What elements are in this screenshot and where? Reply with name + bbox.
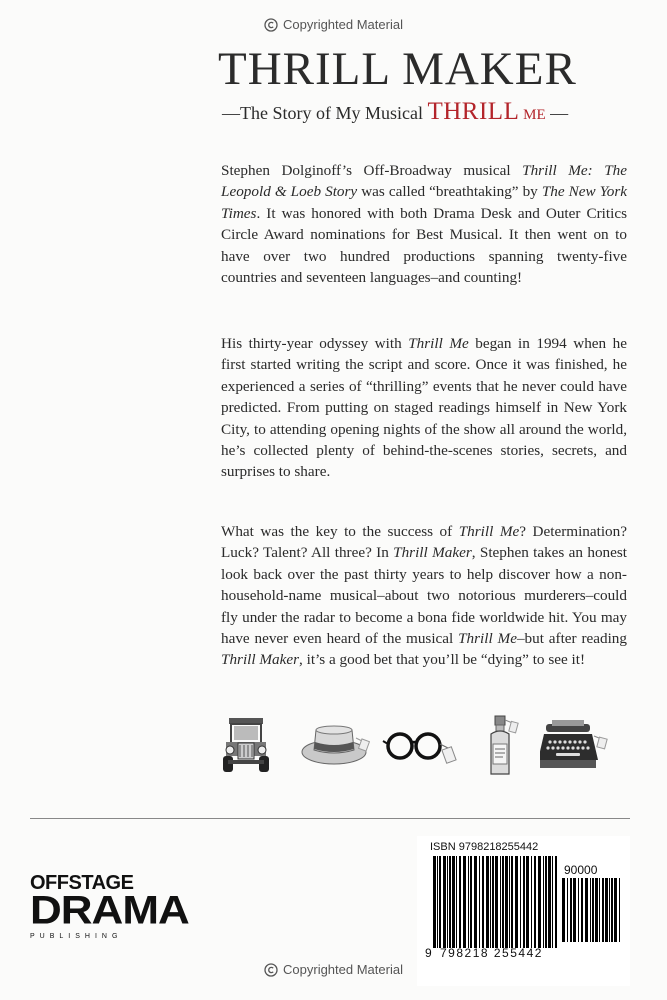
isbn-barcode <box>433 856 557 948</box>
barcode-bar <box>595 878 598 942</box>
text-run: began in 1994 when he first started writing the script and score. Once it was finished, he experienced a series of “thrilling” events that he never could have predicted. From putting on staged readings himself in New York City, to attending opening nights of the show all around the world, he’s collected plenty of behind-the-scenes stories, secrets, and surprises to share. <box>221 335 627 481</box>
barcode-bar <box>449 856 451 948</box>
barcode-bar <box>511 856 513 948</box>
barcode-bar <box>581 878 583 942</box>
barcode-digits: 798218 255442 <box>440 946 543 960</box>
barcode-bar <box>545 856 547 948</box>
barcode-bar <box>502 856 504 948</box>
italic-title-run: Thrill Me <box>458 630 517 648</box>
book-title: THRILL MAKER <box>218 43 577 95</box>
text-run: , Stephen takes an honest look back over the past thirty years to help discover how a non-household-name musical–about two notorious murderers–could fly under the radar to become a bona fide worldwide hit. You may have never even heard of the musical <box>221 544 627 648</box>
barcode-bar <box>463 856 466 948</box>
barcode-bar <box>543 856 544 948</box>
barcode-bar <box>452 856 455 948</box>
subtitle-prefix: —The Story of My Musical <box>222 103 428 123</box>
barcode-bar <box>611 878 613 942</box>
barcode-bar <box>619 878 620 942</box>
copyright-icon <box>264 18 278 32</box>
round-eyeglasses-icon <box>382 728 462 772</box>
text-run: What was the key to the success of <box>221 523 459 540</box>
barcode-bar <box>459 856 461 948</box>
barcode-bar <box>567 878 568 942</box>
barcode-bar <box>505 856 508 948</box>
italic-title-run: The New York Times <box>221 183 627 222</box>
book-subtitle <box>222 98 592 126</box>
chloroform-bottle-icon <box>483 714 519 778</box>
publisher-logo-line1: OFFSTAGE <box>30 872 134 894</box>
barcode-bar <box>578 878 579 942</box>
blurb-paragraph-1 <box>221 160 627 288</box>
barcode-bar <box>495 856 498 948</box>
blurb-paragraph-3 <box>221 521 627 671</box>
straw-boater-hat-icon <box>300 720 370 770</box>
barcode-bar <box>555 856 557 948</box>
barcode-bar <box>490 856 491 948</box>
barcode-bar <box>520 856 521 948</box>
barcode-bar <box>562 878 565 942</box>
barcode-bar <box>609 878 610 942</box>
barcode-bar <box>500 856 501 948</box>
barcode-bar <box>439 856 441 948</box>
price-addon-barcode <box>562 878 622 942</box>
publisher-logo-line2: DRAMA <box>30 888 189 933</box>
text-run: Stephen Dolginoff’s Off-Broadway musical <box>221 162 523 179</box>
barcode-bar <box>534 856 536 948</box>
text-run: , it’s a good bet that you’ll be “dying” to see it! <box>299 651 586 669</box>
barcode-bar <box>548 856 551 948</box>
price-code: 90000 <box>564 863 598 877</box>
text-run: –but after reading <box>516 630 627 648</box>
typewriter-icon <box>540 720 608 774</box>
barcode-first-digit: 9 <box>425 946 432 960</box>
copyright-text: Copyrighted Material <box>283 962 403 977</box>
barcode-bar <box>447 856 448 948</box>
barcode-bar <box>479 856 480 948</box>
italic-title-run: Thrill Maker <box>393 544 472 562</box>
subtitle-suffix: — <box>545 103 569 123</box>
copyright-watermark-top <box>0 17 667 32</box>
barcode-bar <box>486 856 489 948</box>
publisher-logo-line3: PUBLISHING <box>30 933 123 940</box>
copyright-icon <box>264 963 278 977</box>
barcode-bar <box>470 856 472 948</box>
barcode-bar <box>573 878 576 942</box>
barcode-bar <box>570 878 572 942</box>
barcode-bar <box>456 856 457 948</box>
barcode-bar <box>515 856 518 948</box>
italic-title-run: Thrill Me <box>458 523 520 540</box>
barcode-bar <box>474 856 477 948</box>
vintage-car-icon <box>220 712 272 774</box>
barcode-bar <box>552 856 553 948</box>
barcode-bar <box>433 856 436 948</box>
props-illustration-row <box>215 712 635 778</box>
barcode-bar <box>585 878 588 942</box>
italic-title-run: Thrill Maker <box>221 651 300 669</box>
blurb-paragraph-2 <box>221 333 627 483</box>
barcode-bar <box>509 856 510 948</box>
italic-title-run: Thrill Me: The Leopold & Loeb Story <box>221 162 628 201</box>
barcode-bar <box>592 878 594 942</box>
subtitle-me: ME <box>519 107 546 123</box>
subtitle-thrill: THRILL <box>427 98 520 125</box>
barcode-bar <box>605 878 608 942</box>
barcode-bar <box>492 856 494 948</box>
text-run: . It was honored with both Drama Desk and Outer Critics Circle Award nominations for Best Musical. It then went on to have over two hundred productions spanning twenty-five countries and seventeen languages–and counting! <box>221 204 627 287</box>
italic-title-run: Thrill Me <box>408 335 469 352</box>
text-run: was called “breathtaking” by <box>357 183 542 201</box>
barcode-bar <box>599 878 600 942</box>
text-run: His thirty-year odyssey with <box>221 335 409 352</box>
barcode-bar <box>437 856 438 948</box>
publisher-logo <box>30 872 189 940</box>
barcode-bar <box>523 856 525 948</box>
barcode-bar <box>538 856 541 948</box>
barcode-bar <box>590 878 591 942</box>
barcode-bar <box>482 856 484 948</box>
barcode-bar <box>614 878 617 942</box>
text-run: ? Determination? Luck? Talent? All three? In <box>221 523 627 562</box>
barcode-bar <box>468 856 469 948</box>
barcode-bar <box>443 856 446 948</box>
isbn-label: ISBN 9798218255442 <box>430 841 539 853</box>
section-divider <box>30 818 630 819</box>
barcode-bar <box>531 856 532 948</box>
copyright-watermark-bottom <box>0 962 667 977</box>
barcode-bar <box>602 878 604 942</box>
copyright-text: Copyrighted Material <box>283 17 403 32</box>
barcode-bar <box>526 856 529 948</box>
